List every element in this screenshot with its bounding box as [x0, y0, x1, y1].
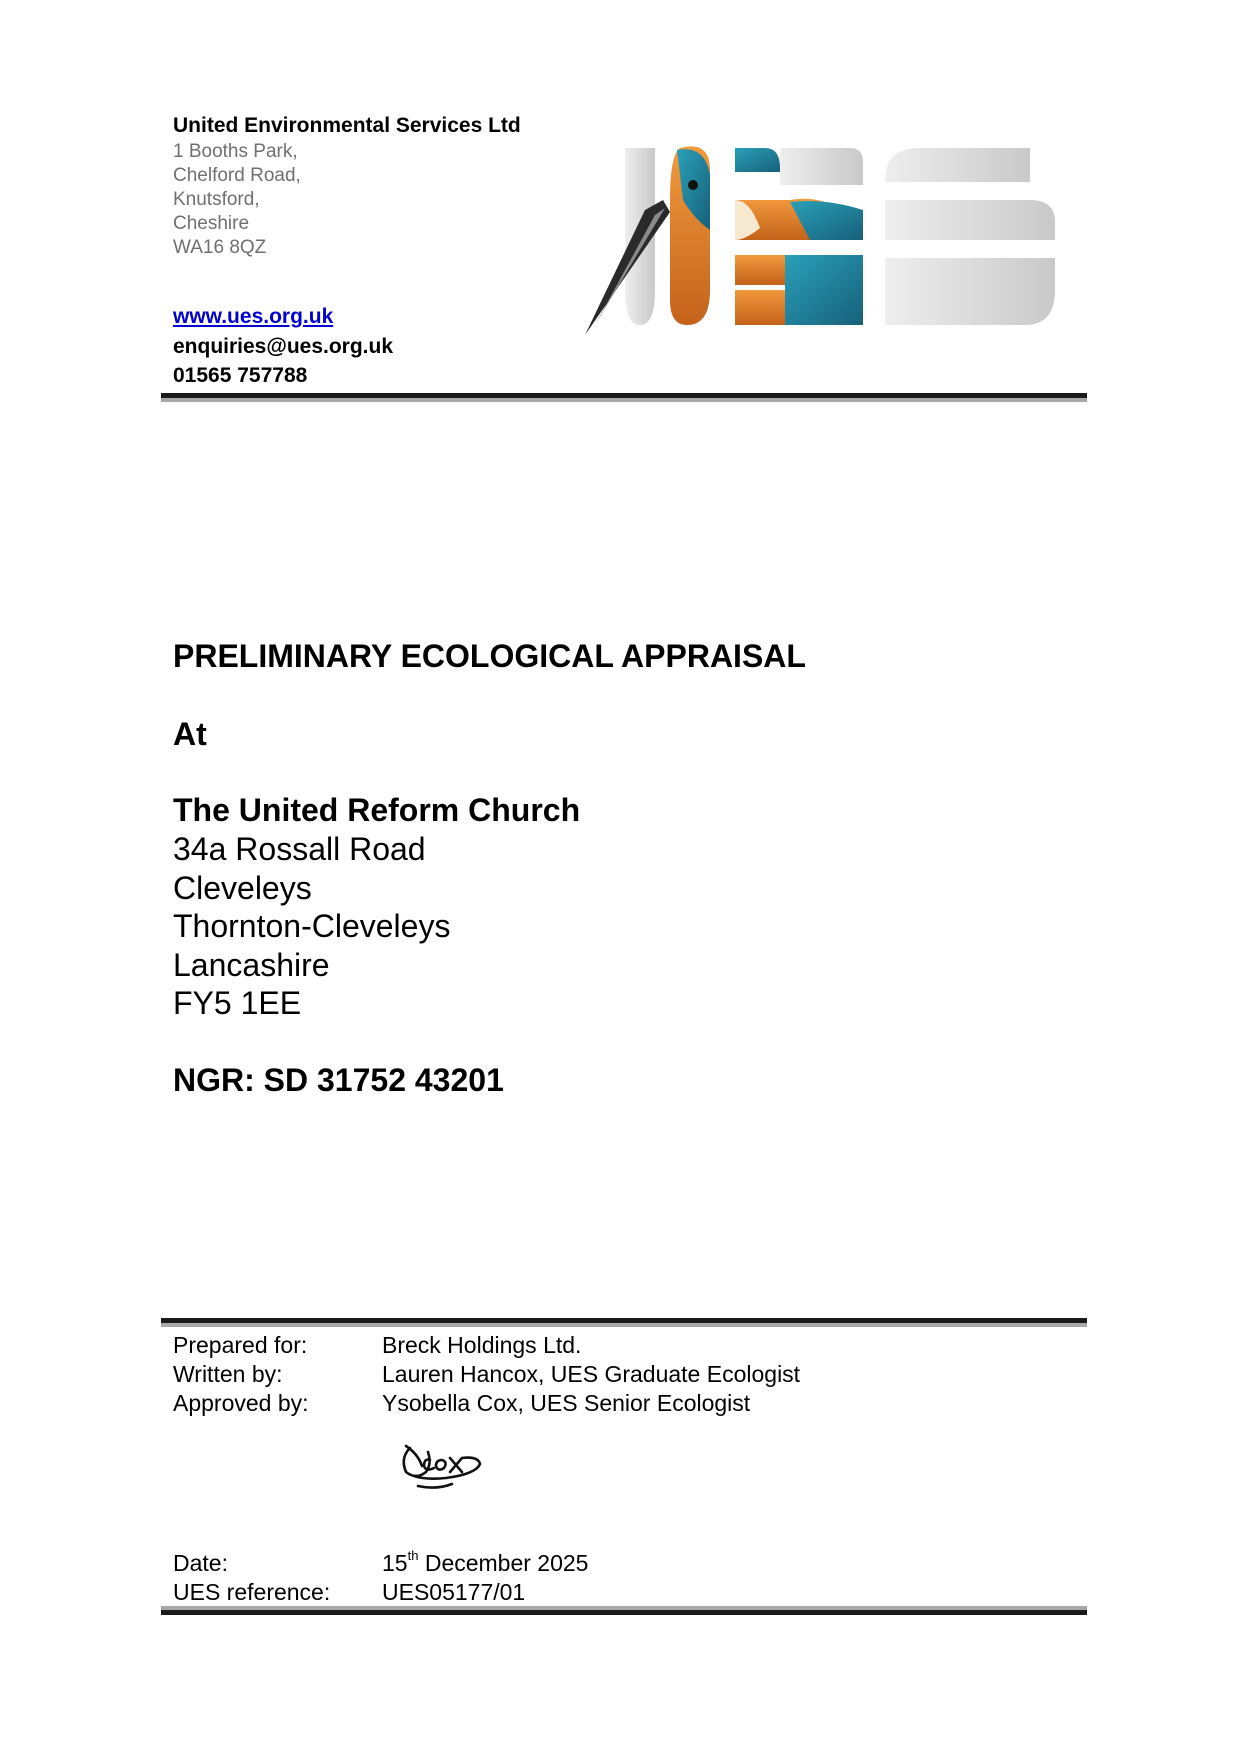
date-value: [382, 1550, 588, 1577]
details-bottom-rule: [161, 1610, 1087, 1615]
at-label: At: [173, 716, 207, 752]
site-name: The United Reform Church: [173, 792, 581, 828]
phone-number: 01565 757788: [173, 364, 308, 387]
signature: [396, 1436, 484, 1494]
address-line: Chelford Road,: [173, 165, 301, 186]
email-address: enquiries@ues.org.uk: [173, 335, 394, 358]
document-title: PRELIMINARY ECOLOGICAL APPRAISAL: [173, 638, 806, 674]
date-label: Date:: [173, 1550, 228, 1576]
ues-logo: [585, 140, 1085, 340]
written-by-value: Lauren Hancox, UES Graduate Ecologist: [382, 1361, 801, 1387]
header-rule-shadow: [161, 398, 1087, 402]
details-top-rule-shadow: [161, 1323, 1087, 1327]
site-address-line: 34a Rossall Road: [173, 831, 426, 867]
company-name: United Environmental Services Ltd: [173, 114, 521, 137]
address-line: 1 Booths Park,: [173, 141, 298, 162]
reference-value: UES05177/01: [382, 1579, 526, 1605]
date-day: 15: [382, 1550, 408, 1576]
address-line: Cheshire: [173, 213, 250, 234]
site-address: [173, 830, 450, 1023]
approved-by-label: Approved by:: [173, 1390, 309, 1416]
site-address-line: Lancashire: [173, 946, 330, 983]
address-line: WA16 8QZ: [173, 237, 267, 258]
site-address-line: FY5 1EE: [173, 985, 302, 1021]
company-address: [173, 140, 301, 260]
written-by-label: Written by:: [173, 1361, 283, 1387]
ngr-reference: NGR: SD 31752 43201: [173, 1062, 504, 1098]
address-line: Knutsford,: [173, 189, 260, 210]
prepared-for-label: Prepared for:: [173, 1332, 308, 1358]
date-suffix: th: [407, 1548, 419, 1563]
reference-label: UES reference:: [173, 1579, 331, 1605]
site-address-line: Thornton-Cleveleys: [173, 908, 451, 944]
website-link[interactable]: www.ues.org.uk: [173, 305, 334, 328]
site-address-line: Cleveleys: [173, 869, 312, 906]
approved-by-value: Ysobella Cox, UES Senior Ecologist: [382, 1390, 751, 1416]
prepared-for-value: Breck Holdings Ltd.: [382, 1332, 582, 1358]
date-rest: December 2025: [418, 1550, 589, 1576]
